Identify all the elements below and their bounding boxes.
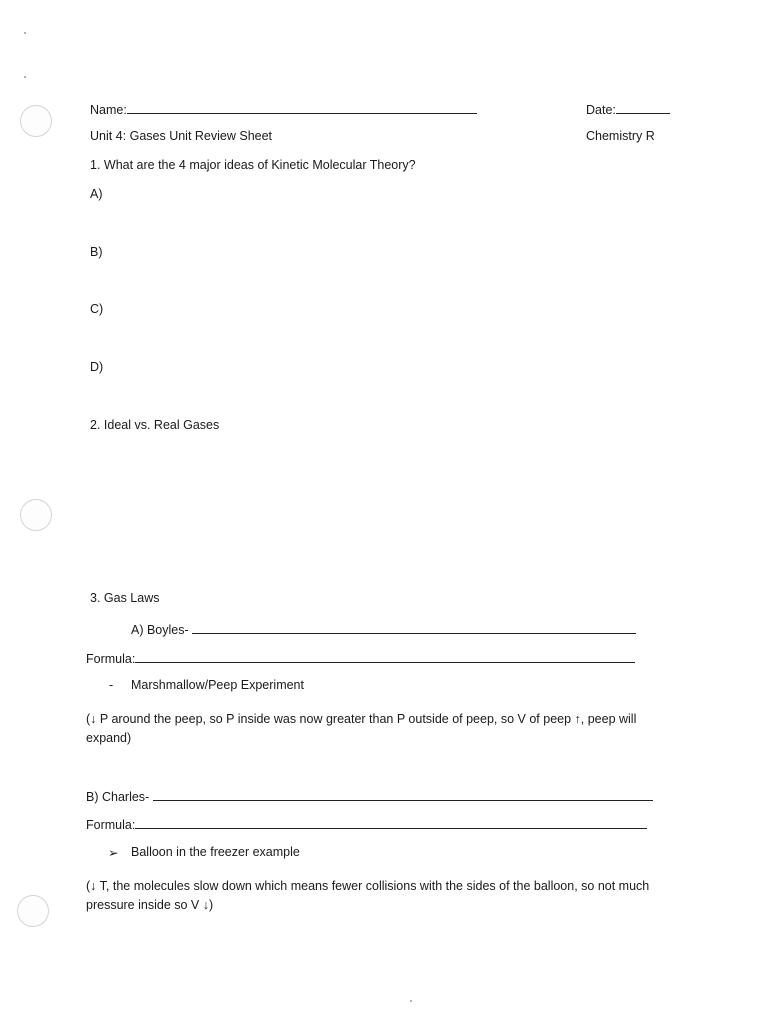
kmt-answer-d: D) — [90, 360, 104, 374]
name-label: Name: — [90, 103, 127, 117]
charles-explanation: (↓ T, the molecules slow down which means fewer collisions with the sides of the balloon, so not much pressure inside so V ↓) — [86, 879, 650, 912]
charles-formula-field[interactable] — [86, 815, 647, 832]
course-name: Chemistry R — [586, 129, 655, 143]
binder-hole-top — [20, 105, 52, 137]
charles-formula-blank[interactable] — [135, 815, 647, 829]
charles-label: B) Charles- — [86, 790, 150, 804]
kmt-answer-a: A) — [90, 187, 103, 201]
boyles-formula-blank[interactable] — [135, 649, 635, 663]
boyles-formula-label: Formula: — [86, 652, 136, 666]
date-field[interactable] — [586, 100, 670, 117]
charles-field[interactable] — [86, 787, 653, 804]
kmt-answer-c: C) — [90, 302, 104, 316]
boyles-formula-field[interactable] — [86, 649, 635, 666]
question-1: 1. What are the 4 major ideas of Kinetic Molecular Theory? — [90, 158, 416, 172]
question-3: 3. Gas Laws — [90, 591, 160, 605]
scan-speck — [410, 1000, 412, 1002]
boyles-experiment: Marshmallow/Peep Experiment — [131, 678, 304, 692]
binder-hole-middle — [20, 499, 52, 531]
boyles-explanation: (↓ P around the peep, so P inside was now greater than P outside of peep, so V of peep ↑, peep will expand) — [86, 712, 637, 745]
date-blank[interactable] — [616, 100, 670, 114]
question-2: 2. Ideal vs. Real Gases — [90, 418, 220, 432]
unit-title: Unit 4: Gases Unit Review Sheet — [90, 129, 273, 143]
name-blank[interactable] — [127, 100, 477, 114]
name-field[interactable] — [90, 100, 477, 117]
charles-blank[interactable] — [153, 787, 653, 801]
charles-formula-label: Formula: — [86, 818, 136, 832]
charles-experiment: Balloon in the freezer example — [131, 845, 300, 859]
boyles-label: A) Boyles- — [131, 623, 189, 637]
boyles-bullet: - — [109, 678, 114, 692]
scan-speck — [24, 76, 26, 78]
kmt-answer-b: B) — [90, 245, 103, 259]
boyles-field[interactable] — [131, 620, 636, 637]
binder-hole-bottom — [17, 895, 49, 927]
charles-bullet-arrow-icon: ➢ — [108, 846, 119, 860]
boyles-blank[interactable] — [192, 620, 636, 634]
date-label: Date: — [586, 103, 616, 117]
scan-speck — [24, 32, 26, 34]
